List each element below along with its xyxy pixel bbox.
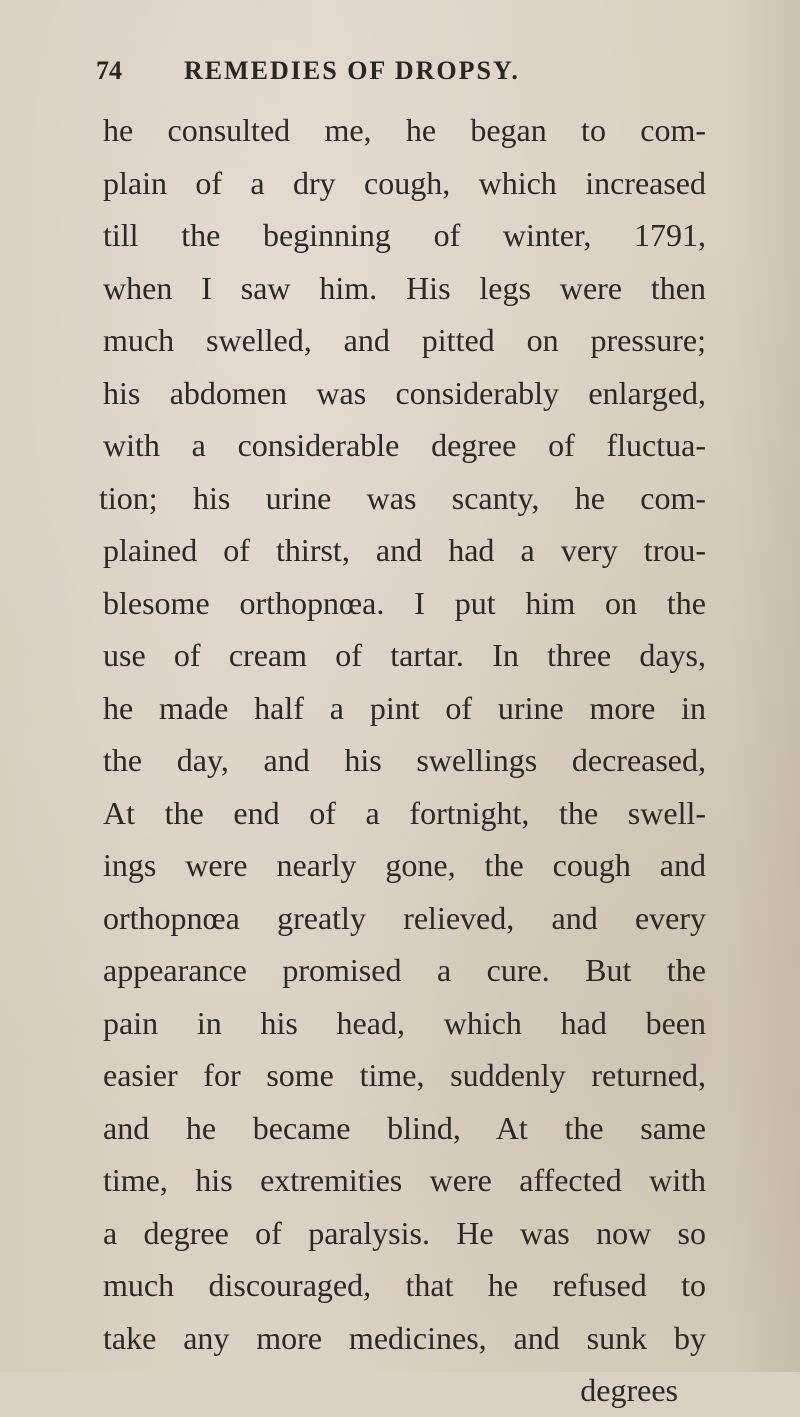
- text-line: blesome orthopnœa. I put him on the: [103, 584, 706, 621]
- text-line: when I saw him. His legs were then: [103, 269, 706, 306]
- catchword: degrees: [580, 1372, 678, 1408]
- text-line: use of cream of tartar. In three days,: [103, 637, 706, 673]
- text-line: much discouraged, that he refused to: [103, 1267, 706, 1303]
- running-title: REMEDIES OF DROPSY.: [184, 56, 520, 85]
- text-line: pain in his head, which had been: [103, 1004, 706, 1041]
- running-head: [96, 56, 656, 96]
- text-line: he made half a pint of urine more in: [103, 689, 706, 726]
- page-number: 74: [96, 56, 122, 85]
- text-line: till the beginning of winter, 1791,: [103, 217, 706, 253]
- page-edge-shadow: [730, 0, 800, 1372]
- text-line: much swelled, and pitted on pressure;: [103, 322, 706, 358]
- text-line: appearance promised a cure. But the: [103, 952, 706, 988]
- text-line: a degree of paralysis. He was now so: [103, 1214, 706, 1251]
- body-text: [99, 104, 706, 1417]
- text-line: his abdomen was considerably enlarged,: [103, 374, 706, 411]
- text-line: plain of a dry cough, which increased: [103, 164, 706, 201]
- text-line: At the end of a fortnight, the swell-: [103, 794, 706, 831]
- text-line: the day, and his swellings decreased,: [103, 742, 706, 778]
- text-line: plained of thirst, and had a very trou-: [103, 532, 706, 568]
- text-line: orthopnœa greatly relieved, and every: [103, 899, 706, 936]
- text-line: tion; his urine was scanty, he com-: [99, 479, 706, 516]
- text-line: easier for some time, suddenly returned,: [103, 1057, 706, 1093]
- text-line: with a considerable degree of fluctua-: [103, 427, 706, 463]
- text-line: take any more medicines, and sunk by: [103, 1319, 706, 1356]
- text-line: ings were nearly gone, the cough and: [103, 847, 706, 883]
- text-line: he consulted me, he began to com-: [103, 112, 706, 148]
- text-line: and he became blind, At the same: [103, 1109, 706, 1146]
- text-line: time, his extremities were affected with: [103, 1162, 706, 1198]
